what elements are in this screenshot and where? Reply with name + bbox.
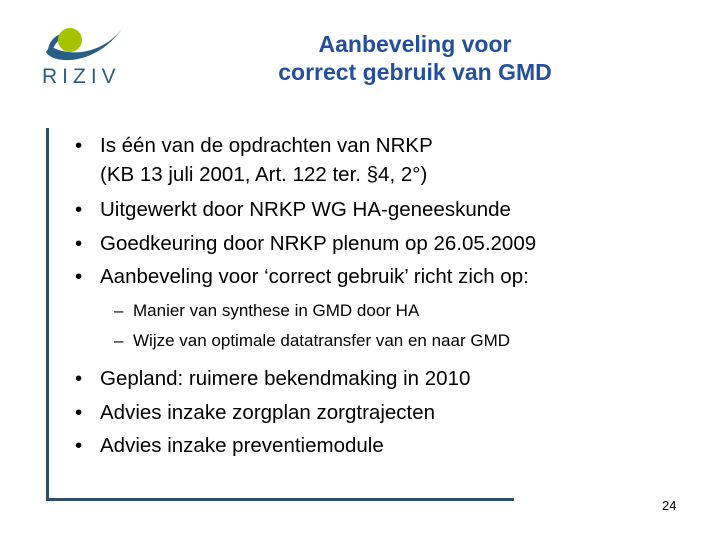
bullet-text: Gepland: ruimere bekendmaking in 2010 <box>100 367 471 390</box>
bullet-text: Aanbeveling voor ‘correct gebruik’ richt zich op: <box>100 265 529 288</box>
vertical-rule <box>46 128 49 501</box>
bullet-dot: • <box>75 400 83 424</box>
bullet-dot: • <box>75 198 83 221</box>
bullet-item <box>75 362 695 396</box>
title-line-2: correct gebruik van GMD <box>278 59 552 85</box>
sub-bullet-text: Manier van synthese in GMD door HA <box>133 301 420 320</box>
sub-bullet-item <box>114 326 674 356</box>
slide-title <box>230 30 600 86</box>
bullet-text: Goedkeuring door NRKP plenum op 26.05.2009 <box>100 231 537 255</box>
bullet-item <box>75 193 695 227</box>
bullet-text-cont: (KB 13 juli 2001, Art. 122 ter. §4, 2°) <box>100 163 428 186</box>
bullet-item <box>75 131 695 193</box>
bullet-item <box>75 396 695 430</box>
sub-bullet-list <box>114 296 674 356</box>
bullet-dot: • <box>75 265 83 288</box>
sub-bullet-item <box>114 296 674 326</box>
bullet-text: Uitgewerkt door NRKP WG HA-geneeskunde <box>100 198 511 221</box>
page-number: 24 <box>662 498 677 513</box>
title-line-1: Aanbeveling voor <box>318 31 512 57</box>
bullet-item <box>75 260 695 294</box>
sub-bullet-text: Wijze van optimale datatransfer van en naar GMD <box>133 331 511 350</box>
bullet-dot: • <box>75 434 83 457</box>
bullet-dot: • <box>75 367 83 390</box>
riziv-logo <box>38 20 138 90</box>
horizontal-rule <box>46 498 514 501</box>
sub-bullet-dash: – <box>114 331 124 350</box>
bullet-text: Is één van de opdrachten van NRKP <box>100 134 433 157</box>
bullet-text: Advies inzake zorgplan zorgtrajecten <box>100 400 436 424</box>
bullet-item <box>75 227 695 261</box>
bullet-item <box>75 429 695 463</box>
sub-bullet-dash: – <box>114 301 124 320</box>
bullet-list-top <box>75 131 695 294</box>
bullet-dot: • <box>75 134 83 157</box>
bullet-dot: • <box>75 231 83 255</box>
logo-text: RIZIV <box>42 65 121 88</box>
bullet-list-bottom <box>75 362 695 463</box>
riziv-logo-icon <box>38 20 138 70</box>
bullet-text: Advies inzake preventiemodule <box>100 434 384 457</box>
